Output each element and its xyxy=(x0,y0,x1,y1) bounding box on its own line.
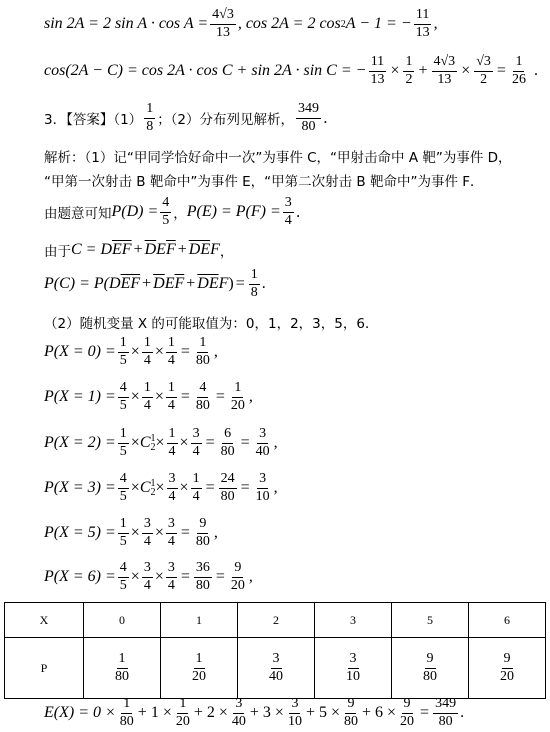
punctuation: , xyxy=(248,388,253,406)
operator: = xyxy=(215,388,225,406)
eq-text: + 6 × xyxy=(361,704,397,722)
fraction: $\frac{11}{13}$ xyxy=(415,7,430,40)
fraction: $\frac{4√3}{13}$ xyxy=(433,54,456,87)
since-prefix: 由于 xyxy=(44,244,71,260)
fraction: $\frac{349}{80}$ xyxy=(435,696,457,729)
table-cell xyxy=(315,638,392,699)
probability-x1 xyxy=(44,381,253,413)
punctuation: . xyxy=(323,109,328,128)
part2-intro: （2）随机变量 X 的可能取值为：0，1，2，3，5，6． xyxy=(44,316,379,332)
operator: × xyxy=(390,62,400,80)
fraction: $\frac{1}{5}$ xyxy=(119,426,127,459)
fraction: $\frac{9}{80}$ xyxy=(423,650,437,684)
answer-line xyxy=(44,102,328,134)
operator: = xyxy=(420,704,430,722)
fraction: $\frac{1}{20}$ xyxy=(230,380,245,413)
table-cell: 5 xyxy=(392,603,469,638)
combination-symbol: C xyxy=(139,434,151,452)
eq-text: E xyxy=(156,241,166,258)
operator: = xyxy=(180,524,190,542)
eq-text: P(D) = xyxy=(111,203,159,221)
eq-text: + 1 × xyxy=(137,704,172,722)
eq-text: C = D xyxy=(71,241,113,258)
eq-text: cos(2A − C) = cos 2A · cos C + sin 2A · sin C = − xyxy=(44,62,367,80)
fraction: $\frac{1}{8}$ xyxy=(146,101,154,134)
fraction: $\frac{9}{20}$ xyxy=(230,560,245,593)
operator: + xyxy=(177,241,187,258)
fraction: $\frac{9}{20}$ xyxy=(500,650,514,684)
given-probabilities xyxy=(44,196,301,228)
overline-term: $\overline{D}$ xyxy=(153,275,165,293)
expectation-formula xyxy=(44,697,464,729)
punctuation: . xyxy=(460,704,465,722)
operator: × xyxy=(154,568,164,586)
punctuation: , xyxy=(248,568,253,586)
table-cell xyxy=(161,638,238,699)
operator: + xyxy=(186,275,196,293)
operator: × xyxy=(179,434,189,452)
table-header-x: X xyxy=(5,603,84,638)
probability-c xyxy=(44,268,266,300)
fraction: $\frac{3}{40}$ xyxy=(269,650,283,684)
fraction: $\frac{11}{13}$ xyxy=(370,54,385,87)
equation-cos-2a-minus-c xyxy=(44,55,538,87)
overline-term: $\overline{EF}$ xyxy=(112,241,132,258)
event-c-expression xyxy=(44,240,233,260)
operator: = xyxy=(205,479,215,497)
fraction: $\frac{3}{10}$ xyxy=(255,471,270,504)
eq-text: P(X = 1) = xyxy=(44,388,116,406)
punctuation: , xyxy=(273,479,278,497)
fraction: $\frac{1}{5}$ xyxy=(119,335,127,368)
table-cell xyxy=(469,638,546,699)
table-row-p xyxy=(5,638,546,699)
table-cell: 6 xyxy=(469,603,546,638)
eq-text: P(X = 3) = xyxy=(44,479,116,497)
punctuation: , xyxy=(273,434,278,452)
operator: × xyxy=(179,479,189,497)
operator: = xyxy=(496,62,506,80)
operator: × xyxy=(154,524,164,542)
fraction: $\frac{3}{4}$ xyxy=(284,195,292,228)
punctuation: . xyxy=(295,203,301,222)
eq-text: P(X = 0) = xyxy=(44,343,116,361)
fraction: $\frac{349}{80}$ xyxy=(298,101,320,134)
eq-text: P(X = 2) = xyxy=(44,434,116,452)
table-cell: 1 xyxy=(161,603,238,638)
table-cell: 2 xyxy=(238,603,315,638)
overline-term: $\overline{DE}$ xyxy=(188,241,211,258)
operator: = xyxy=(240,479,250,497)
operator: + xyxy=(418,62,428,80)
fraction: $\frac{36}{80}$ xyxy=(195,560,210,593)
operator: × xyxy=(155,434,165,452)
fraction: $\frac{3}{4}$ xyxy=(192,426,200,459)
eq-text: P(E) = P(F) = xyxy=(186,203,281,221)
fraction: $\frac{3}{4}$ xyxy=(167,516,175,549)
fraction: $\frac{1}{4}$ xyxy=(143,380,151,413)
eq-text: F xyxy=(210,241,220,258)
operator: + xyxy=(142,275,152,293)
fraction: $\frac{1}{4}$ xyxy=(167,335,175,368)
table-cell xyxy=(84,638,161,699)
fraction: $\frac{1}{80}$ xyxy=(115,650,129,684)
operator: + xyxy=(133,241,143,258)
operator: × xyxy=(130,568,140,586)
probability-x0 xyxy=(44,336,218,368)
answer-prefix: 3．【答案】（1） xyxy=(44,112,143,129)
fraction: $\frac{24}{80}$ xyxy=(220,471,235,504)
punctuation: ， xyxy=(173,206,187,223)
operator: × xyxy=(461,62,471,80)
overline-term: $\overline{D}$ xyxy=(144,241,157,258)
fraction: $\frac{1}{26}$ xyxy=(511,54,526,87)
fraction: $\frac{1}{4}$ xyxy=(168,426,176,459)
fraction: $\frac{3}{10}$ xyxy=(346,650,360,684)
punctuation: . xyxy=(533,62,538,80)
fraction: $\frac{1}{20}$ xyxy=(175,696,190,729)
operator: × xyxy=(130,524,140,542)
operator: = xyxy=(240,434,250,452)
given-prefix: 由题意可知 xyxy=(44,206,112,223)
fraction: $\frac{3}{4}$ xyxy=(143,560,151,593)
overline-term: $\overline{F}$ xyxy=(174,275,185,293)
fraction: $\frac{3}{40}$ xyxy=(231,696,246,729)
eq-text: P(C) = P(D xyxy=(44,275,121,293)
operator: × xyxy=(154,343,164,361)
probability-x5 xyxy=(44,517,218,549)
combination-symbol: C xyxy=(139,479,151,497)
table-cell: 0 xyxy=(84,603,161,638)
eq-text: A − 1 = − xyxy=(345,15,412,33)
operator: × xyxy=(130,434,140,452)
punctuation: , xyxy=(433,15,438,33)
superscript: 2 xyxy=(340,18,346,30)
operator: = xyxy=(235,275,245,293)
fraction: $\frac{1}{20}$ xyxy=(192,650,206,684)
fraction: $\frac{3}{10}$ xyxy=(287,696,302,729)
table-header-p: P xyxy=(5,638,84,699)
probability-x6 xyxy=(44,561,253,593)
fraction: $\frac{6}{80}$ xyxy=(220,426,235,459)
fraction: $\frac{1}{5}$ xyxy=(119,516,127,549)
fraction: $\frac{9}{80}$ xyxy=(195,516,210,549)
operator: × xyxy=(154,388,164,406)
fraction: $\frac{9}{20}$ xyxy=(400,696,415,729)
operator: = xyxy=(180,388,190,406)
fraction: $\frac{1}{4}$ xyxy=(192,471,200,504)
fraction: $\frac{1}{4}$ xyxy=(167,380,175,413)
operator: = xyxy=(205,434,215,452)
operator: × xyxy=(130,479,140,497)
answer-middle: ；（2）分布列见解析， xyxy=(157,112,295,129)
combination-indices: 1 2 xyxy=(150,478,156,499)
fraction: $\frac{1}{8}$ xyxy=(250,267,258,300)
analysis-line-1: 解析：（1）记“甲同学恰好命中一次”为事件 C，“甲射击命中 A 靶”为事件 D， xyxy=(44,150,512,166)
fraction: $\frac{1}{2}$ xyxy=(405,54,413,87)
operator: × xyxy=(130,388,140,406)
eq-text: + 5 × xyxy=(305,704,340,722)
eq-text: + 2 × xyxy=(193,704,228,722)
fraction: $\frac{√3}{2}$ xyxy=(476,54,491,87)
analysis-line-2: “甲第一次射击 B 靶命中”为事件 E，“甲第二次射击 B 靶命中”为事件 F． xyxy=(44,174,484,190)
overline-term: $\overline{DE}$ xyxy=(197,275,219,293)
operator: = xyxy=(215,568,225,586)
eq-text: ) xyxy=(228,275,234,293)
fraction: $\frac{4}{5}$ xyxy=(119,380,127,413)
table-row-x xyxy=(5,603,546,638)
punctuation: ， xyxy=(219,244,234,260)
fraction: $\frac{4}{5}$ xyxy=(162,195,170,228)
fraction: $\frac{3}{4}$ xyxy=(167,560,175,593)
eq-text: P(X = 5) = xyxy=(44,524,116,542)
fraction: $\frac{3}{40}$ xyxy=(255,426,270,459)
probability-x3 xyxy=(44,472,278,504)
overline-term: $\overline{EF}$ xyxy=(120,275,141,293)
fraction: $\frac{4}{80}$ xyxy=(195,380,210,413)
table-cell: 3 xyxy=(315,603,392,638)
eq-text: E(X) = 0 × xyxy=(44,704,116,722)
fraction: $\frac{4}{5}$ xyxy=(119,560,127,593)
punctuation: . xyxy=(261,275,266,293)
operator: × xyxy=(155,479,165,497)
eq-text: + 3 × xyxy=(249,704,284,722)
fraction: $\frac{4}{5}$ xyxy=(119,471,127,504)
fraction: $\frac{1}{80}$ xyxy=(119,696,134,729)
distribution-table xyxy=(4,602,546,699)
eq-text: , cos 2A = 2 cos xyxy=(237,15,341,33)
probability-x2 xyxy=(44,427,278,459)
fraction: $\frac{4√3}{13}$ xyxy=(212,7,234,40)
table-cell xyxy=(392,638,469,699)
fraction: $\frac{1}{80}$ xyxy=(195,335,210,368)
table-cell xyxy=(238,638,315,699)
fraction: $\frac{3}{4}$ xyxy=(143,516,151,549)
equation-sin-cos-2a xyxy=(44,8,438,40)
operator: × xyxy=(130,343,140,361)
eq-text: P(X = 6) = xyxy=(44,568,116,586)
eq-text: sin 2A = 2 sin A · cos A = xyxy=(44,15,209,33)
fraction: $\frac{9}{80}$ xyxy=(343,696,358,729)
punctuation: , xyxy=(213,524,218,542)
operator: = xyxy=(180,568,190,586)
eq-text: F xyxy=(218,275,229,293)
overline-term: $\overline{F}$ xyxy=(165,241,176,258)
operator: = xyxy=(180,343,190,361)
punctuation: , xyxy=(213,343,218,361)
eq-text: E xyxy=(164,275,175,293)
fraction: $\frac{3}{4}$ xyxy=(168,471,176,504)
combination-indices: 1 2 xyxy=(150,433,156,454)
fraction: $\frac{1}{4}$ xyxy=(143,335,151,368)
